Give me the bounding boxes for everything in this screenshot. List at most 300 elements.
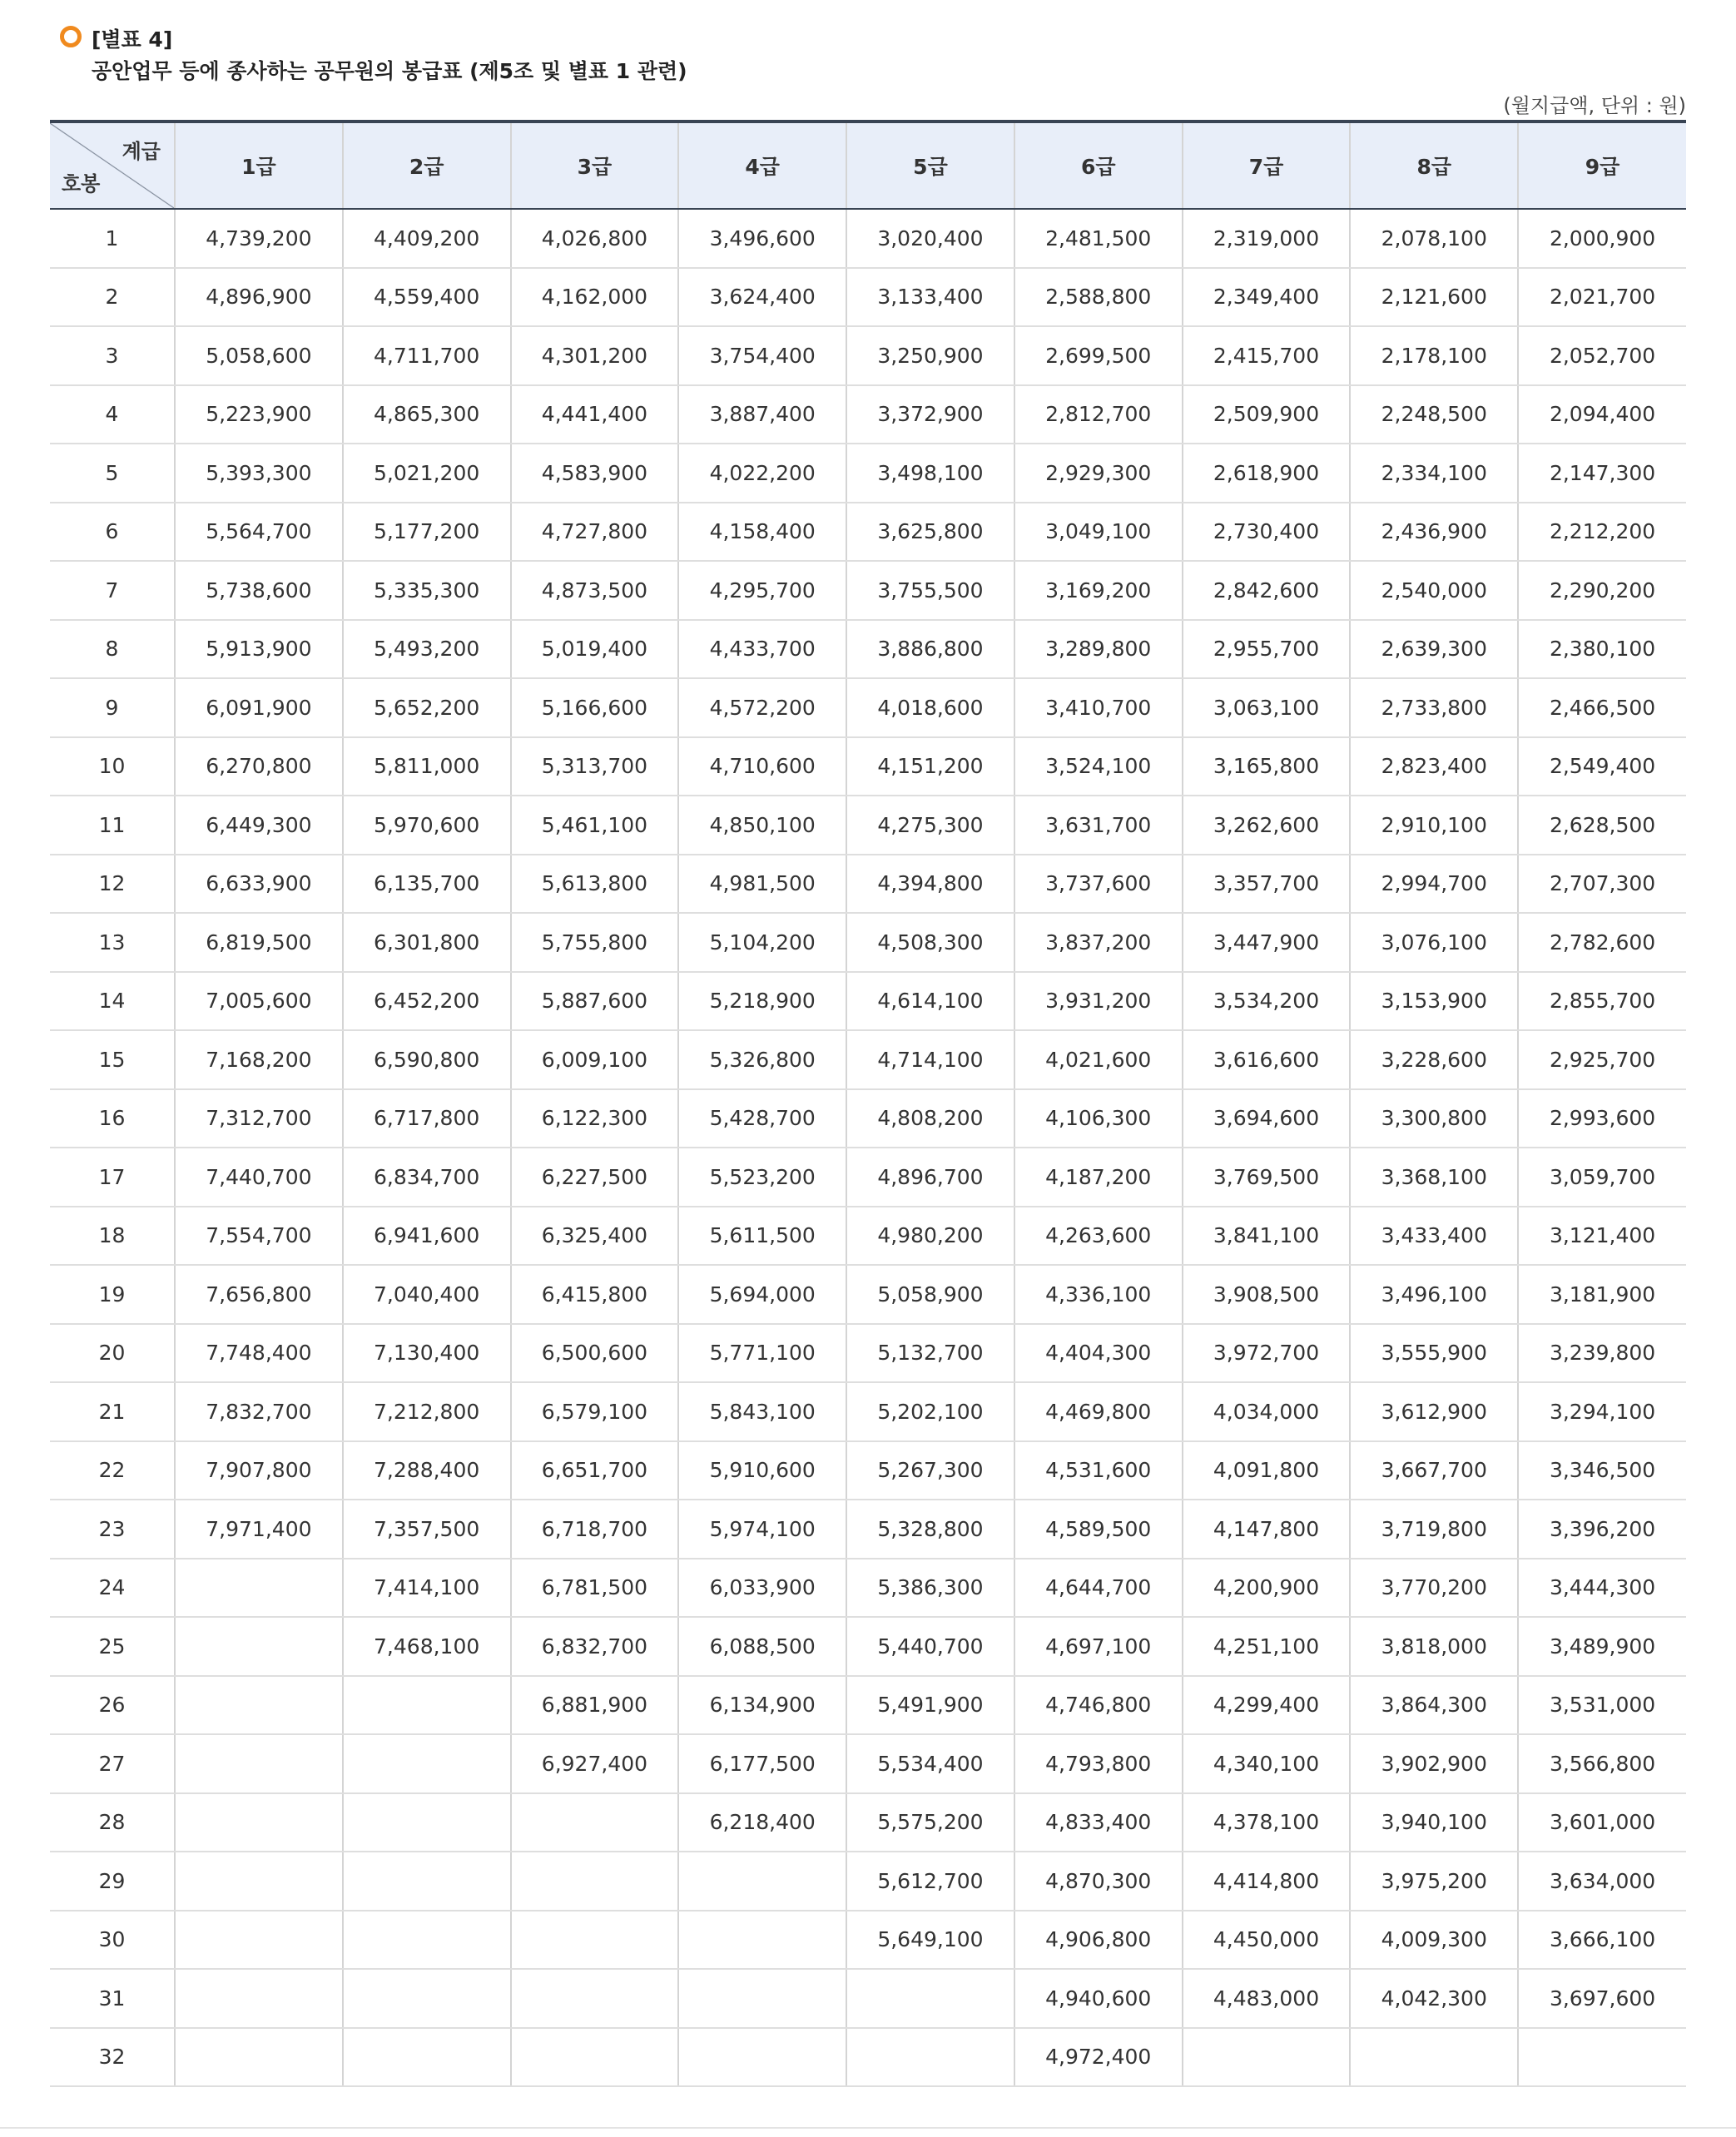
table-row xyxy=(50,1030,1686,1089)
salary-cell: 6,781,500 xyxy=(511,1559,679,1618)
salary-cell: 5,440,700 xyxy=(846,1617,1014,1676)
page-title: 공안업무 등에 종사하는 공무원의 봉급표 (제5조 및 별표 1 관련) xyxy=(92,59,687,83)
salary-cell: 6,415,800 xyxy=(511,1265,679,1324)
salary-cell: 6,033,900 xyxy=(678,1559,846,1618)
salary-cell: 6,717,800 xyxy=(343,1089,511,1148)
salary-cell: 3,239,800 xyxy=(1518,1324,1686,1383)
salary-cell: 3,616,600 xyxy=(1183,1030,1351,1089)
salary-cell: 3,770,200 xyxy=(1350,1559,1518,1618)
salary-cell: 2,078,100 xyxy=(1350,209,1518,268)
salary-cell: 2,733,800 xyxy=(1350,678,1518,737)
salary-cell: 3,972,700 xyxy=(1183,1324,1351,1383)
salary-cell: 4,896,700 xyxy=(846,1148,1014,1207)
salary-cell: 2,929,300 xyxy=(1014,444,1183,503)
salary-cell: 5,843,100 xyxy=(678,1382,846,1441)
salary-cell: 2,855,700 xyxy=(1518,972,1686,1031)
salary-cell: 4,583,900 xyxy=(511,444,679,503)
step-cell: 12 xyxy=(50,855,175,914)
salary-cell xyxy=(343,1911,511,1970)
salary-cell: 4,151,200 xyxy=(846,737,1014,796)
salary-cell: 4,483,000 xyxy=(1183,1969,1351,2028)
table-row xyxy=(50,1207,1686,1266)
salary-cell: 4,450,000 xyxy=(1183,1911,1351,1970)
salary-cell: 2,540,000 xyxy=(1350,561,1518,620)
salary-cell: 6,452,200 xyxy=(343,972,511,1031)
salary-cell: 4,275,300 xyxy=(846,796,1014,855)
salary-cell: 3,447,900 xyxy=(1183,913,1351,972)
salary-cell: 2,290,200 xyxy=(1518,561,1686,620)
salary-cell: 3,433,400 xyxy=(1350,1207,1518,1266)
salary-cell: 2,994,700 xyxy=(1350,855,1518,914)
column-header: 4급 xyxy=(678,121,846,209)
table-head xyxy=(50,121,1686,209)
salary-cell: 4,404,300 xyxy=(1014,1324,1183,1383)
salary-cell: 2,349,400 xyxy=(1183,268,1351,327)
salary-cell: 5,491,900 xyxy=(846,1676,1014,1735)
step-cell: 32 xyxy=(50,2028,175,2087)
salary-cell: 5,328,800 xyxy=(846,1500,1014,1559)
salary-cell xyxy=(175,1793,343,1852)
salary-cell: 2,509,900 xyxy=(1183,385,1351,444)
salary-cell xyxy=(175,1617,343,1676)
salary-cell: 5,771,100 xyxy=(678,1324,846,1383)
salary-cell xyxy=(511,1911,679,1970)
salary-cell: 3,625,800 xyxy=(846,503,1014,562)
column-header: 5급 xyxy=(846,121,1014,209)
salary-cell: 5,386,300 xyxy=(846,1559,1014,1618)
salary-cell: 4,940,600 xyxy=(1014,1969,1183,2028)
salary-cell: 4,251,100 xyxy=(1183,1617,1351,1676)
salary-cell: 5,523,200 xyxy=(678,1148,846,1207)
salary-cell: 4,378,100 xyxy=(1183,1793,1351,1852)
table-row xyxy=(50,1793,1686,1852)
salary-cell: 3,634,000 xyxy=(1518,1852,1686,1911)
salary-cell xyxy=(511,1852,679,1911)
salary-cell: 7,656,800 xyxy=(175,1265,343,1324)
salary-cell: 6,177,500 xyxy=(678,1734,846,1793)
appendix-tag: [별표 4] xyxy=(92,27,173,52)
step-cell: 5 xyxy=(50,444,175,503)
salary-cell: 2,639,300 xyxy=(1350,620,1518,679)
salary-cell: 2,812,700 xyxy=(1014,385,1183,444)
table-row xyxy=(50,796,1686,855)
salary-cell: 5,313,700 xyxy=(511,737,679,796)
salary-cell: 5,058,600 xyxy=(175,326,343,385)
salary-cell: 3,555,900 xyxy=(1350,1324,1518,1383)
salary-cell: 5,428,700 xyxy=(678,1089,846,1148)
salary-cell: 5,393,300 xyxy=(175,444,343,503)
salary-cell: 3,498,100 xyxy=(846,444,1014,503)
salary-cell: 6,718,700 xyxy=(511,1500,679,1559)
salary-cell: 3,346,500 xyxy=(1518,1441,1686,1500)
salary-cell xyxy=(343,1734,511,1793)
salary-cell xyxy=(846,1969,1014,2028)
salary-cell: 5,267,300 xyxy=(846,1441,1014,1500)
salary-cell: 2,319,000 xyxy=(1183,209,1351,268)
salary-cell: 5,104,200 xyxy=(678,913,846,972)
step-cell: 6 xyxy=(50,503,175,562)
salary-cell: 4,021,600 xyxy=(1014,1030,1183,1089)
salary-cell: 4,022,200 xyxy=(678,444,846,503)
salary-cell: 6,270,800 xyxy=(175,737,343,796)
salary-cell: 6,134,900 xyxy=(678,1676,846,1735)
salary-cell: 3,666,100 xyxy=(1518,1911,1686,1970)
salary-cell: 4,299,400 xyxy=(1183,1676,1351,1735)
column-header: 1급 xyxy=(175,121,343,209)
step-cell: 4 xyxy=(50,385,175,444)
salary-cell: 3,694,600 xyxy=(1183,1089,1351,1148)
step-cell: 22 xyxy=(50,1441,175,1500)
salary-cell: 4,531,600 xyxy=(1014,1441,1183,1500)
salary-cell: 4,026,800 xyxy=(511,209,679,268)
step-cell: 31 xyxy=(50,1969,175,2028)
salary-cell: 4,697,100 xyxy=(1014,1617,1183,1676)
salary-cell: 4,414,800 xyxy=(1183,1852,1351,1911)
salary-cell: 3,754,400 xyxy=(678,326,846,385)
salary-cell xyxy=(175,1852,343,1911)
salary-cell xyxy=(343,1676,511,1735)
salary-cell: 4,972,400 xyxy=(1014,2028,1183,2087)
salary-cell: 6,819,500 xyxy=(175,913,343,972)
salary-cell: 4,301,200 xyxy=(511,326,679,385)
table-row xyxy=(50,913,1686,972)
salary-cell xyxy=(175,1676,343,1735)
salary-cell: 4,009,300 xyxy=(1350,1911,1518,1970)
salary-cell: 4,433,700 xyxy=(678,620,846,679)
table-row xyxy=(50,1559,1686,1618)
salary-cell: 3,410,700 xyxy=(1014,678,1183,737)
salary-cell xyxy=(1350,2028,1518,2087)
salary-cell: 5,132,700 xyxy=(846,1324,1014,1383)
salary-cell: 3,357,700 xyxy=(1183,855,1351,914)
salary-cell: 3,294,100 xyxy=(1518,1382,1686,1441)
salary-cell: 3,121,400 xyxy=(1518,1207,1686,1266)
step-cell: 16 xyxy=(50,1089,175,1148)
salary-cell: 6,651,700 xyxy=(511,1441,679,1500)
salary-cell: 6,091,900 xyxy=(175,678,343,737)
salary-cell xyxy=(343,1793,511,1852)
salary-cell: 2,147,300 xyxy=(1518,444,1686,503)
table-row xyxy=(50,1382,1686,1441)
salary-cell: 4,340,100 xyxy=(1183,1734,1351,1793)
corner-header-cell xyxy=(50,121,175,209)
salary-cell: 3,975,200 xyxy=(1350,1852,1518,1911)
column-header: 9급 xyxy=(1518,121,1686,209)
salary-cell: 2,178,100 xyxy=(1350,326,1518,385)
salary-cell: 4,793,800 xyxy=(1014,1734,1183,1793)
salary-cell: 5,694,000 xyxy=(678,1265,846,1324)
table-row xyxy=(50,855,1686,914)
salary-cell: 3,489,900 xyxy=(1518,1617,1686,1676)
salary-cell: 3,531,000 xyxy=(1518,1676,1686,1735)
salary-cell: 4,873,500 xyxy=(511,561,679,620)
salary-cell: 2,955,700 xyxy=(1183,620,1351,679)
table-row xyxy=(50,1852,1686,1911)
salary-cell: 6,633,900 xyxy=(175,855,343,914)
salary-cell: 4,441,400 xyxy=(511,385,679,444)
salary-cell: 5,913,900 xyxy=(175,620,343,679)
salary-cell: 2,628,500 xyxy=(1518,796,1686,855)
salary-cell xyxy=(175,1734,343,1793)
salary-cell: 6,135,700 xyxy=(343,855,511,914)
salary-cell: 4,559,400 xyxy=(343,268,511,327)
salary-cell: 3,624,400 xyxy=(678,268,846,327)
salary-cell xyxy=(1518,2028,1686,2087)
salary-cell: 4,295,700 xyxy=(678,561,846,620)
step-cell: 28 xyxy=(50,1793,175,1852)
salary-cell: 3,818,000 xyxy=(1350,1617,1518,1676)
salary-cell: 6,227,500 xyxy=(511,1148,679,1207)
table-row xyxy=(50,326,1686,385)
salary-cell: 3,250,900 xyxy=(846,326,1014,385)
salary-cell: 6,122,300 xyxy=(511,1089,679,1148)
salary-cell: 3,837,200 xyxy=(1014,913,1183,972)
salary-cell: 7,005,600 xyxy=(175,972,343,1031)
salary-cell: 4,981,500 xyxy=(678,855,846,914)
salary-cell xyxy=(1183,2028,1351,2087)
salary-cell: 2,481,500 xyxy=(1014,209,1183,268)
salary-cell: 5,612,700 xyxy=(846,1852,1014,1911)
table-row xyxy=(50,444,1686,503)
salary-cell: 7,554,700 xyxy=(175,1207,343,1266)
salary-cell: 7,414,100 xyxy=(343,1559,511,1618)
table-row xyxy=(50,1734,1686,1793)
salary-cell: 5,910,600 xyxy=(678,1441,846,1500)
salary-cell: 5,166,600 xyxy=(511,678,679,737)
salary-cell xyxy=(175,2028,343,2087)
unit-note: (월지급액, 단위 : 원) xyxy=(1503,94,1686,117)
salary-cell: 5,223,900 xyxy=(175,385,343,444)
salary-cell: 7,168,200 xyxy=(175,1030,343,1089)
salary-cell: 3,841,100 xyxy=(1183,1207,1351,1266)
salary-cell: 2,588,800 xyxy=(1014,268,1183,327)
salary-cell: 2,466,500 xyxy=(1518,678,1686,737)
salary-cell: 6,088,500 xyxy=(678,1617,846,1676)
salary-cell: 3,133,400 xyxy=(846,268,1014,327)
salary-cell: 6,449,300 xyxy=(175,796,343,855)
column-header: 7급 xyxy=(1183,121,1351,209)
salary-cell: 4,469,800 xyxy=(1014,1382,1183,1441)
salary-cell: 4,644,700 xyxy=(1014,1559,1183,1618)
salary-cell: 4,158,400 xyxy=(678,503,846,562)
salary-cell xyxy=(175,1911,343,1970)
step-cell: 2 xyxy=(50,268,175,327)
salary-cell: 3,063,100 xyxy=(1183,678,1351,737)
salary-cell: 3,908,500 xyxy=(1183,1265,1351,1324)
salary-cell: 2,993,600 xyxy=(1518,1089,1686,1148)
salary-table xyxy=(50,120,1686,2087)
table-row xyxy=(50,972,1686,1031)
salary-cell: 3,153,900 xyxy=(1350,972,1518,1031)
salary-cell: 3,076,100 xyxy=(1350,913,1518,972)
step-cell: 26 xyxy=(50,1676,175,1735)
salary-cell xyxy=(343,2028,511,2087)
table-body xyxy=(50,209,1686,2086)
salary-cell: 6,941,600 xyxy=(343,1207,511,1266)
column-header: 6급 xyxy=(1014,121,1183,209)
salary-cell: 3,631,700 xyxy=(1014,796,1183,855)
step-cell: 27 xyxy=(50,1734,175,1793)
salary-cell xyxy=(511,1969,679,2028)
salary-cell: 5,649,100 xyxy=(846,1911,1014,1970)
table-row xyxy=(50,620,1686,679)
salary-cell xyxy=(846,2028,1014,2087)
salary-cell: 5,652,200 xyxy=(343,678,511,737)
salary-cell: 3,049,100 xyxy=(1014,503,1183,562)
salary-cell: 2,248,500 xyxy=(1350,385,1518,444)
step-cell: 9 xyxy=(50,678,175,737)
salary-cell: 3,300,800 xyxy=(1350,1089,1518,1148)
salary-cell: 6,590,800 xyxy=(343,1030,511,1089)
step-cell: 17 xyxy=(50,1148,175,1207)
salary-cell: 4,589,500 xyxy=(1014,1500,1183,1559)
salary-cell: 5,974,100 xyxy=(678,1500,846,1559)
salary-cell: 5,202,100 xyxy=(846,1382,1014,1441)
salary-cell: 3,372,900 xyxy=(846,385,1014,444)
salary-cell xyxy=(678,2028,846,2087)
step-cell: 20 xyxy=(50,1324,175,1383)
table-row xyxy=(50,1265,1686,1324)
salary-cell: 4,833,400 xyxy=(1014,1793,1183,1852)
salary-cell xyxy=(343,1969,511,2028)
corner-label-grade: 계급 xyxy=(122,140,161,163)
salary-cell: 7,832,700 xyxy=(175,1382,343,1441)
salary-cell: 6,325,400 xyxy=(511,1207,679,1266)
salary-cell: 3,719,800 xyxy=(1350,1500,1518,1559)
step-cell: 25 xyxy=(50,1617,175,1676)
table-row xyxy=(50,1969,1686,2028)
salary-cell: 6,579,100 xyxy=(511,1382,679,1441)
salary-cell: 5,970,600 xyxy=(343,796,511,855)
step-cell: 21 xyxy=(50,1382,175,1441)
salary-cell: 4,042,300 xyxy=(1350,1969,1518,2028)
salary-cell: 3,059,700 xyxy=(1518,1148,1686,1207)
step-cell: 11 xyxy=(50,796,175,855)
salary-cell: 6,301,800 xyxy=(343,913,511,972)
table-row xyxy=(50,2028,1686,2087)
salary-cell: 7,971,400 xyxy=(175,1500,343,1559)
salary-cell: 4,808,200 xyxy=(846,1089,1014,1148)
step-cell: 29 xyxy=(50,1852,175,1911)
step-cell: 19 xyxy=(50,1265,175,1324)
footer-divider xyxy=(0,2127,1736,2129)
table-row xyxy=(50,268,1686,327)
salary-cell xyxy=(678,1911,846,1970)
corner-label-step: 호봉 xyxy=(62,172,101,196)
salary-cell: 2,707,300 xyxy=(1518,855,1686,914)
table-row xyxy=(50,1089,1686,1148)
column-header: 3급 xyxy=(511,121,679,209)
step-cell: 30 xyxy=(50,1911,175,1970)
salary-cell: 5,058,900 xyxy=(846,1265,1014,1324)
step-cell: 24 xyxy=(50,1559,175,1618)
salary-cell: 3,931,200 xyxy=(1014,972,1183,1031)
table-row xyxy=(50,209,1686,268)
salary-cell: 4,865,300 xyxy=(343,385,511,444)
salary-cell: 6,832,700 xyxy=(511,1617,679,1676)
salary-cell xyxy=(343,1852,511,1911)
salary-cell: 4,394,800 xyxy=(846,855,1014,914)
salary-cell: 2,910,100 xyxy=(1350,796,1518,855)
salary-cell: 6,927,400 xyxy=(511,1734,679,1793)
salary-cell: 7,357,500 xyxy=(343,1500,511,1559)
salary-cell: 6,009,100 xyxy=(511,1030,679,1089)
salary-cell: 3,534,200 xyxy=(1183,972,1351,1031)
salary-cell: 7,907,800 xyxy=(175,1441,343,1500)
step-cell: 18 xyxy=(50,1207,175,1266)
step-cell: 1 xyxy=(50,209,175,268)
salary-cell: 4,870,300 xyxy=(1014,1852,1183,1911)
table-row xyxy=(50,1441,1686,1500)
salary-cell: 7,288,400 xyxy=(343,1441,511,1500)
salary-cell: 5,019,400 xyxy=(511,620,679,679)
table-row xyxy=(50,1911,1686,1970)
salary-cell xyxy=(175,1559,343,1618)
table-row xyxy=(50,678,1686,737)
salary-cell: 4,710,600 xyxy=(678,737,846,796)
salary-cell: 5,177,200 xyxy=(343,503,511,562)
table-row xyxy=(50,385,1686,444)
table-row xyxy=(50,1148,1686,1207)
salary-cell: 7,440,700 xyxy=(175,1148,343,1207)
salary-cell: 5,218,900 xyxy=(678,972,846,1031)
salary-cell: 5,564,700 xyxy=(175,503,343,562)
salary-cell: 2,730,400 xyxy=(1183,503,1351,562)
salary-cell: 3,902,900 xyxy=(1350,1734,1518,1793)
salary-cell: 3,262,600 xyxy=(1183,796,1351,855)
salary-cell: 2,618,900 xyxy=(1183,444,1351,503)
salary-cell: 4,200,900 xyxy=(1183,1559,1351,1618)
salary-cell: 4,746,800 xyxy=(1014,1676,1183,1735)
salary-cell: 4,727,800 xyxy=(511,503,679,562)
salary-cell: 2,052,700 xyxy=(1518,326,1686,385)
salary-cell: 2,436,900 xyxy=(1350,503,1518,562)
salary-cell: 3,181,900 xyxy=(1518,1265,1686,1324)
step-cell: 10 xyxy=(50,737,175,796)
salary-cell: 6,218,400 xyxy=(678,1793,846,1852)
salary-cell: 2,380,100 xyxy=(1518,620,1686,679)
table-row xyxy=(50,737,1686,796)
salary-cell: 4,614,100 xyxy=(846,972,1014,1031)
salary-cell: 3,737,600 xyxy=(1014,855,1183,914)
salary-cell: 2,212,200 xyxy=(1518,503,1686,562)
salary-cell: 4,091,800 xyxy=(1183,1441,1351,1500)
salary-cell: 5,493,200 xyxy=(343,620,511,679)
salary-cell: 3,020,400 xyxy=(846,209,1014,268)
salary-cell: 5,461,100 xyxy=(511,796,679,855)
salary-cell: 4,850,100 xyxy=(678,796,846,855)
circle-bullet-icon xyxy=(60,26,82,47)
salary-cell: 4,711,700 xyxy=(343,326,511,385)
salary-cell: 2,699,500 xyxy=(1014,326,1183,385)
salary-cell: 3,864,300 xyxy=(1350,1676,1518,1735)
salary-cell: 7,130,400 xyxy=(343,1324,511,1383)
table-row xyxy=(50,1324,1686,1383)
salary-cell: 5,611,500 xyxy=(678,1207,846,1266)
salary-cell: 4,162,000 xyxy=(511,268,679,327)
salary-cell: 3,566,800 xyxy=(1518,1734,1686,1793)
salary-cell: 3,886,800 xyxy=(846,620,1014,679)
salary-cell: 2,094,400 xyxy=(1518,385,1686,444)
salary-cell: 3,444,300 xyxy=(1518,1559,1686,1618)
salary-cell: 7,312,700 xyxy=(175,1089,343,1148)
salary-cell xyxy=(175,1969,343,2028)
salary-cell: 7,212,800 xyxy=(343,1382,511,1441)
salary-cell: 2,842,600 xyxy=(1183,561,1351,620)
salary-cell: 4,906,800 xyxy=(1014,1911,1183,1970)
salary-cell: 2,823,400 xyxy=(1350,737,1518,796)
salary-cell: 2,925,700 xyxy=(1518,1030,1686,1089)
